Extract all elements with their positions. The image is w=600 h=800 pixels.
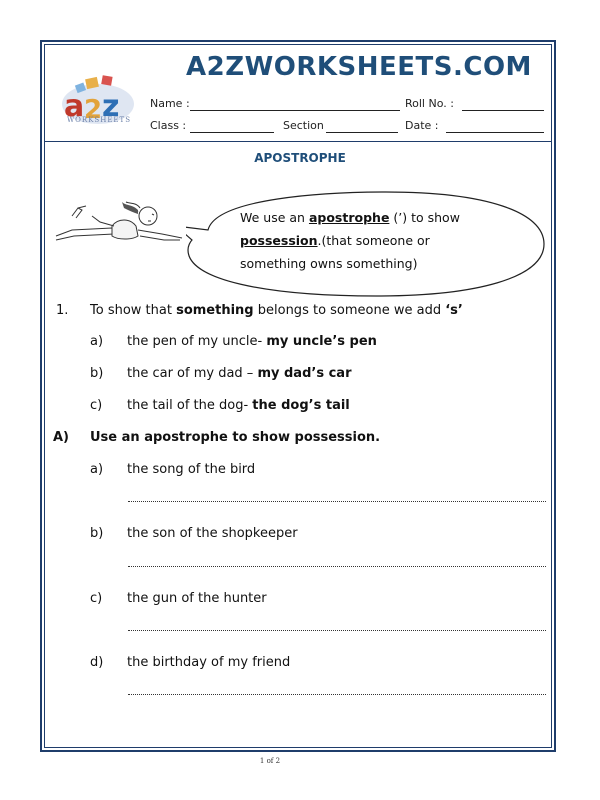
rule-text-mid: belongs to someone we add — [253, 303, 446, 318]
bubble-line-1-post: (’) to show — [389, 210, 460, 225]
class-field[interactable] — [190, 132, 274, 133]
example-letter: a) — [90, 334, 104, 349]
question-text: the song of the bird — [127, 462, 256, 477]
bubble-line-2-post: .(that someone or — [317, 233, 430, 248]
question-text: the son of the shopkeeper — [127, 526, 298, 541]
worksheet-title: APOSTROPHE — [254, 151, 346, 165]
example-answer: the dog’s tail — [252, 398, 350, 413]
exercise-instruction: Use an apostrophe to show possession. — [90, 430, 381, 445]
bubble-line-2 — [240, 229, 480, 252]
rule-text-bold-s: ‘s’ — [445, 303, 463, 318]
a2z-logo-icon — [58, 72, 136, 136]
exercise-label: A) — [53, 430, 70, 445]
bubble-text — [240, 206, 480, 275]
site-title: A2ZWORKSHEETS.COM — [186, 52, 532, 82]
example-answer: my uncle’s pen — [266, 334, 377, 349]
example-answer: my dad’s car — [257, 366, 352, 381]
girl-lying-illustration — [52, 196, 187, 252]
header-divider — [44, 141, 552, 142]
example-letter: b) — [90, 366, 104, 381]
bubble-term-possession: possession — [240, 233, 318, 248]
example-plain: the pen of my uncle- — [127, 334, 267, 349]
name-field[interactable] — [190, 110, 400, 111]
question-text: the birthday of my friend — [127, 655, 291, 670]
roll-label: Roll No. : — [405, 97, 454, 110]
class-label: Class : — [150, 119, 187, 132]
svg-text:z: z — [102, 89, 120, 124]
rule-text-bold: something — [176, 303, 254, 318]
example-item — [127, 366, 351, 381]
rule-number: 1. — [56, 303, 69, 318]
logo-caption: WORKSHEETS — [66, 116, 132, 124]
date-label: Date : — [405, 119, 439, 132]
roll-field[interactable] — [462, 110, 544, 111]
section-label: Section — [283, 119, 324, 132]
date-field[interactable] — [446, 132, 544, 133]
svg-text:a: a — [64, 89, 85, 124]
section-field[interactable] — [326, 132, 398, 133]
example-plain: the car of my dad – — [127, 366, 258, 381]
answer-line[interactable] — [128, 499, 546, 502]
example-plain: the tail of the dog- — [127, 398, 253, 413]
question-letter: b) — [90, 526, 104, 541]
bubble-line-1-pre: We use an — [240, 210, 309, 225]
page-number: 1 of 2 — [259, 757, 281, 765]
bubble-term-apostrophe: apostrophe — [308, 210, 390, 225]
question-text: the gun of the hunter — [127, 591, 267, 606]
answer-line[interactable] — [128, 564, 546, 567]
question-letter: a) — [90, 462, 104, 477]
question-letter: c) — [90, 591, 103, 606]
example-item — [127, 398, 350, 413]
rule-text — [90, 303, 463, 318]
example-item — [127, 334, 377, 349]
svg-text:2: 2 — [84, 95, 103, 125]
page-border-inner — [44, 44, 552, 748]
rule-text-pre: To show that — [90, 303, 177, 318]
name-label: Name : — [150, 97, 190, 110]
answer-line[interactable] — [128, 692, 546, 695]
bubble-line-3: something owns something) — [240, 256, 418, 271]
bubble-line-1 — [240, 206, 480, 229]
question-letter: d) — [90, 655, 104, 670]
answer-line[interactable] — [128, 628, 546, 631]
example-letter: c) — [90, 398, 103, 413]
